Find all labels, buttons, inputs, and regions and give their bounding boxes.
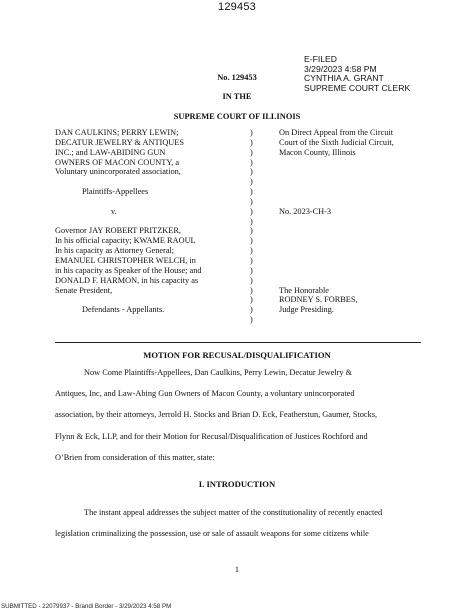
caption-parenthesis: ) [250,315,253,325]
caption-divider [55,342,421,343]
caption-line [279,217,394,227]
judge-line: The Honorable [279,285,329,295]
caption-line: On Direct Appeal from the Circuit [279,128,394,137]
caption-line [279,177,394,187]
caption-parenthesis: ) [250,246,253,256]
caption-line: OWNERS OF MACON COUNTY, a [55,157,180,167]
paragraph-line: association, by their attorneys, Jerrold H. Stocks and Brian D. Eck, Featherstun, Gaumer, Stocks, [55,410,378,420]
caption-line: EMANUEL CHRISTOPHER WELCH, in [55,255,196,265]
caption-parenthesis: ) [250,255,253,265]
caption-line [279,276,394,286]
caption-line: In his official capacity; KWAME RAOUL [55,236,196,246]
caption-parenthesis: ) [250,137,253,147]
caption-line: INC.; and LAW-ABIDING GUN [55,147,166,157]
court-name: SUPREME COURT OF ILLINOIS [173,112,301,121]
caption-parenthesis: ) [250,295,253,305]
caption-parenthesis: ) [250,236,253,246]
caption-line [55,197,202,207]
caption-parenthesis: ) [250,265,253,275]
plaintiffs-label: Plaintiffs-Appellees [82,187,149,197]
efiled-stamp: E-FILED 3/29/2023 4:58 PM CYNTHIA A. GRANT SUPREME COURT CLERK [304,54,411,93]
caption-parenthesis: ) [250,216,253,226]
caption-line [279,236,394,246]
trial-case-number: No. 2023-CH-3 [279,206,332,216]
paragraph-line: Flynn & Eck, LLP, and for their Motion for Recusal/Disqualification of Justices Rochford and [55,431,368,441]
caption-line: Court of the Sixth Judicial Circuit, [279,137,394,147]
caption-line [55,295,202,305]
caption-line: in his capacity as Speaker of the House; and [55,265,202,275]
caption-parenthesis: ) [250,157,253,167]
caption-parenthesis: ) [250,275,253,285]
caption-line: In his capacity as Attorney General; [55,246,175,256]
defendants-label: Defendants - Appellants. [82,305,165,315]
submission-stamp: SUBMITTED - 22079937 - Brandi Border - 3/29/2023 4:58 PM [1,603,172,610]
introduction-paragraph [55,508,420,550]
paragraph-line: legislation criminalizing the possession, use or sale of assault weapons for some citizens while [55,529,369,539]
caption-parenthesis: ) [250,196,253,206]
page-number: 1 [234,565,240,574]
judge-line: Judge Presiding. [279,305,334,315]
paragraph-line: O’Brien from consideration of this matter, state: [55,452,215,462]
caption-parenthesis-column [250,128,253,325]
caption-line [279,197,394,207]
caption-parenthesis: ) [250,285,253,295]
caption-line [279,226,394,236]
caption-line [279,266,394,276]
caption-parenthesis: ) [250,226,253,236]
versus-label: v. [111,206,117,216]
caption-line [279,187,394,197]
motion-title: MOTION FOR RECUSAL/DISQUALIFICATION [143,350,331,360]
caption-line: Macon County, Illinois [279,147,356,157]
caption-parenthesis: ) [250,177,253,187]
document-id-header: 129453 [218,1,256,13]
caption-parties [55,128,202,315]
introduction-heading: I. INTRODUCTION [198,479,276,489]
caption-line [279,256,394,266]
caption-line [279,167,394,177]
caption-parenthesis: ) [250,305,253,315]
caption-parenthesis: ) [250,206,253,216]
caption-parenthesis: ) [250,187,253,197]
caption-line [55,177,202,187]
caption-parenthesis: ) [250,167,253,177]
paragraph-line: Now Come Plaintiffs-Appellees, Dan Caulkins, Perry Lewin, Decatur Jewelry & [84,368,353,377]
caption-parenthesis: ) [250,147,253,157]
paragraph-line: Antiques, Inc, and Law-Abing Gun Owners of Macon County, a voluntary unincorporated [55,389,355,399]
caption-line [55,217,202,227]
in-the-heading: IN THE [222,92,252,101]
caption-parenthesis: ) [250,128,253,137]
caption-line: DONALD F. HARMON, in his capacity as [55,275,199,285]
caption-line: Governor JAY ROBERT PRITZKER, [55,226,181,236]
motion-paragraph [55,368,420,474]
caption-court-info [279,128,394,315]
paragraph-line: The instant appeal addresses the subject matter of the constitutionality of recently enacted [84,508,383,517]
caption-line [279,158,394,168]
judge-name: RODNEY S. FORBES, [279,295,358,305]
caption-line: Voluntary unincorporated association, [55,167,181,177]
caption-line: DECATUR JEWELRY & ANTIQUES [55,137,184,147]
case-number: No. 129453 [217,73,257,82]
caption-line [279,246,394,256]
caption-line: Senate President, [55,285,113,295]
caption-line: DAN CAULKINS; PERRY LEWIN; [55,128,179,137]
